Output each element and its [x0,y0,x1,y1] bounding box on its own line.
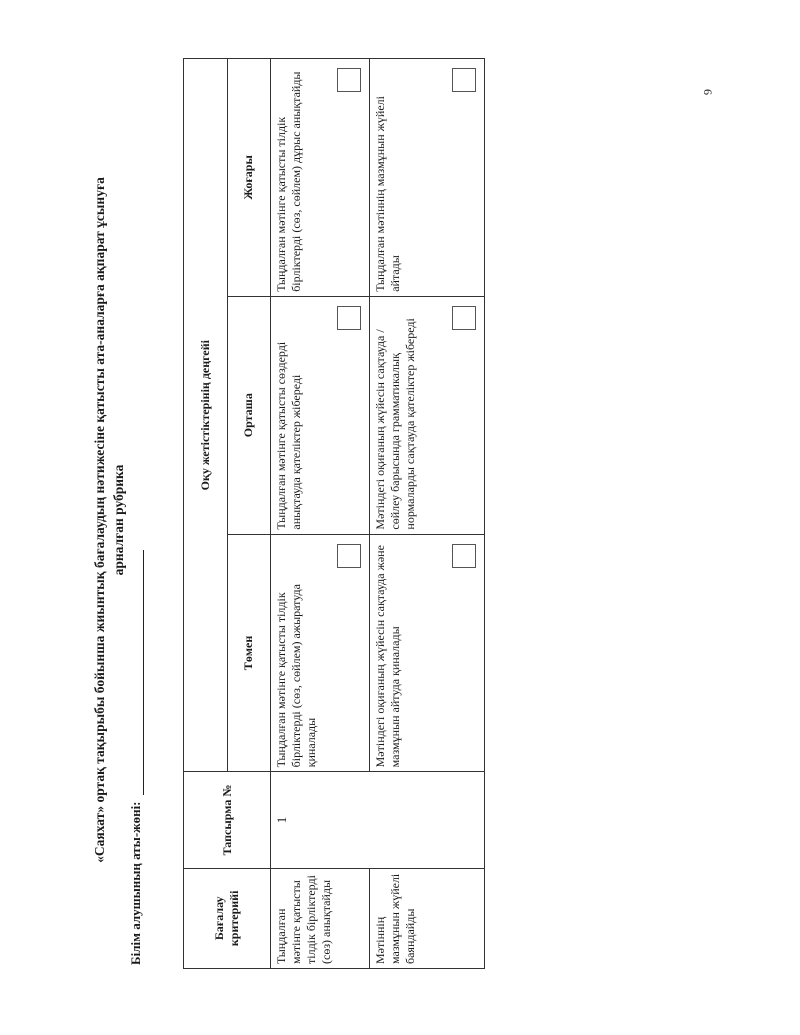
rubric-table [183,58,485,969]
descriptor-text: Тыңдалған мәтінге қатысты сөздерді анықтауда қателіктер жібереді [274,341,303,530]
checkbox[interactable] [452,306,476,330]
page-number: 6 [701,89,715,95]
checkbox[interactable] [337,306,361,330]
level-cell-mid [271,296,370,534]
descriptor-text: Мәтіндегі оқиғаның жүйесін сақтауда / сөйлеу барысында грамматикалық нормаларды сақтауда қателіктер жібереді [373,318,417,530]
header-row-1 [184,59,228,969]
checkbox[interactable] [337,544,361,568]
header-levels: Оқу жетістіктерінің деңгейі [184,59,228,772]
header-low: Төмен [227,534,271,772]
level-cell-high [271,59,370,297]
level-cell-high [370,59,485,297]
criterion-cell: Тыңдалған мәтінге қатысты тілдік бірліктерді (сөз) анықтайды [271,868,370,968]
checkbox[interactable] [452,544,476,568]
student-name-label: Білім алушының аты-жөні: [128,801,143,965]
table-row [271,59,370,969]
header-mid: Орташа [227,296,271,534]
task-number: 1 [271,772,485,868]
header-criterion: Бағалау критерийі [184,868,271,968]
descriptor-text: Тыңдалған мәтінге қатысты тілдік бірліктерді (сөз, сөйлем) ажыратуда қиналады [274,584,318,768]
title-line-2: арналған рубрика [111,464,126,576]
criterion-cell: Мәтіннің мазмұнын жүйелі баяндайды [370,868,485,968]
checkbox[interactable] [337,68,361,92]
level-cell-low [370,534,485,772]
level-cell-mid [370,296,485,534]
descriptor-text: Тыңдалған мәтіннің мазмұнын жүйелі айтады [373,96,402,292]
checkbox[interactable] [452,68,476,92]
title-line-1: «Саяхат» ортақ тақырыбы бойынша жиынтық бағалаудың нәтижесіне қатысты ата-аналарға ақпарат ұсынуға [92,177,107,863]
header-task: Тапсырма № [184,772,271,868]
student-name-field[interactable] [131,550,144,795]
document-title [90,45,128,995]
descriptor-text: Тыңдалған мәтінге қатысты тілдік бірліктерді (сөз, сөйлем) дұрыс анықтайды [274,71,303,292]
level-cell-low [271,534,370,772]
descriptor-text: Мәтіндегі оқиғаның жүйесін сақтауда және мазмұнын айтуда қиналады [373,545,402,768]
student-name-row [128,550,144,965]
header-high: Жоғары [227,59,271,297]
